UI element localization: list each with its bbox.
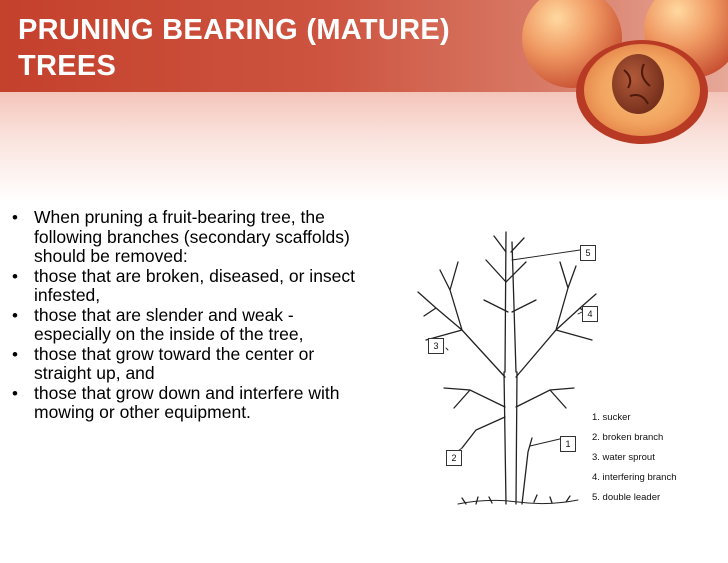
bullet-item: [10, 384, 370, 423]
bullet-text: When pruning a fruit-bearing tree, the following branches (secondary scaffolds) should be removed:: [34, 207, 350, 266]
bullet-item: [10, 208, 370, 267]
legend-item: 4. interfering branch: [592, 472, 677, 483]
bullet-item: [10, 267, 370, 306]
bullet-text: those that are slender and weak - especially on the inside of the tree,: [34, 304, 304, 344]
bullet-item: [10, 306, 370, 345]
bullet-text: those that grow down and interfere with mowing or other equipment.: [34, 382, 340, 422]
bullet-list: [10, 208, 370, 423]
callout-tag-2: 2: [446, 450, 462, 466]
bullet-text: those that grow toward the center or straight up, and: [34, 343, 315, 383]
bullet-dot: •: [12, 266, 18, 286]
callout-tag-3: 3: [428, 338, 444, 354]
bullet-text: those that are broken, diseased, or insect infested,: [34, 265, 356, 305]
legend-item: 1. sucker: [592, 412, 631, 423]
bullet-dot: •: [12, 208, 18, 227]
legend-item: 2. broken branch: [592, 432, 664, 443]
title-line-2: TREES: [18, 50, 117, 82]
peach-fruit-image: [520, 0, 728, 150]
legend-item: 3. water sprout: [592, 452, 655, 463]
slide-title: [18, 12, 538, 84]
callout-tag-4: 4: [582, 306, 598, 322]
diagram-legend: [592, 408, 722, 508]
bullet-dot: •: [12, 383, 18, 403]
callout-tag-1: 1: [560, 436, 576, 452]
bullet-dot: •: [12, 305, 18, 325]
title-line-1: PRUNING BEARING (MATURE): [18, 14, 450, 46]
callout-tag-5: 5: [580, 245, 596, 261]
bullet-dot: •: [12, 344, 18, 364]
legend-item: 5. double leader: [592, 492, 661, 503]
bullet-item: [10, 345, 370, 384]
